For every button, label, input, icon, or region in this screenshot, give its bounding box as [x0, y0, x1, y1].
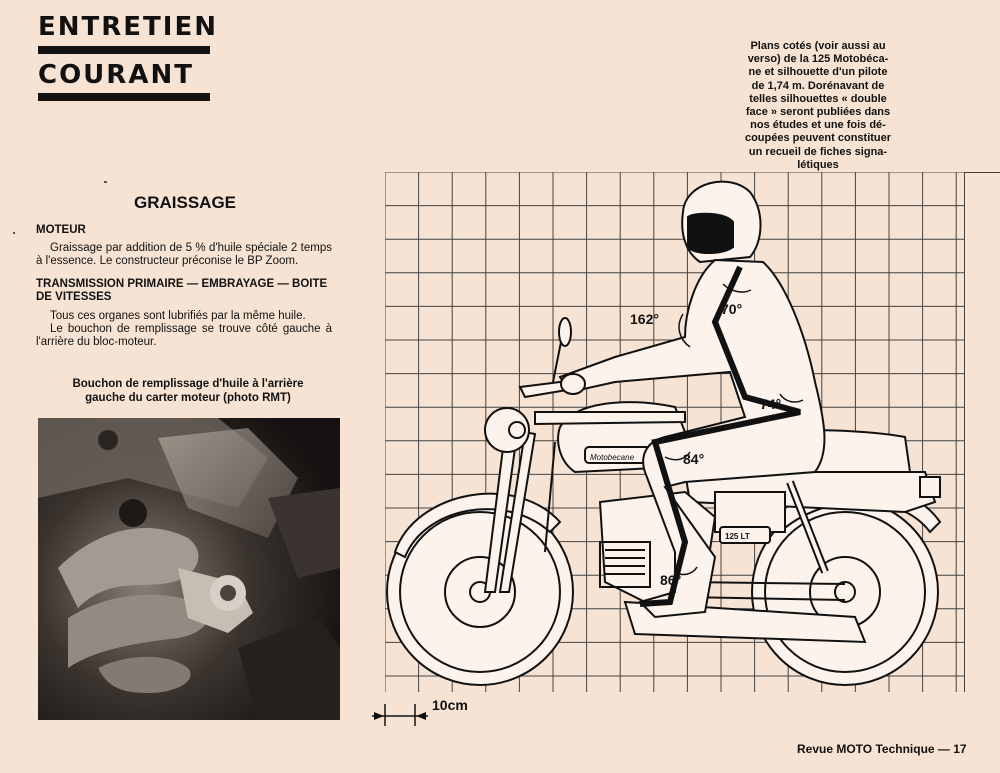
scale-label: 10cm [432, 697, 468, 713]
photo-caption [40, 378, 336, 406]
caption-line: ne et silhouette d'un pilote [748, 66, 888, 79]
photo-caption-line: Bouchon de remplissage d'huile à l'arrière [72, 378, 304, 390]
caption-line: de 1,74 m. Dorénavant de [751, 79, 885, 92]
article-body [36, 224, 332, 349]
caption-line: face » seront publiées dans [745, 105, 891, 118]
brand-badge: Motobecane [590, 453, 635, 462]
caption-line: nos études et une fois dé- [750, 119, 886, 132]
caption-line: Plans cotés (voir aussi au [750, 40, 886, 52]
paragraph: Le bouchon de remplissage se trouve côté gauche à l'arrière du bloc-moteur. [36, 322, 332, 349]
header-courant: COURANT [38, 60, 194, 90]
section-heading-transmission: TRANSMISSION PRIMAIRE — EMBRAYAGE — BOITE DE VITESSES [36, 278, 328, 304]
header-rule-2 [38, 93, 210, 101]
article-title: GRAISSAGE [134, 193, 237, 212]
next-page-grid-edge [964, 172, 1000, 173]
angle-label-hip: 84° [683, 451, 705, 467]
caption-line: telles silhouettes « double [749, 92, 887, 105]
diagram-caption [738, 40, 898, 172]
angle-label-elbow: 74° [760, 396, 782, 412]
header-entretien: ENTRETIEN [38, 12, 218, 42]
engine-photo [38, 418, 340, 720]
caption-line: coupées peuvent constituer [744, 132, 892, 145]
caption-line: verso) de la 125 Motobéca- [747, 53, 889, 66]
section-heading-moteur: MOTEUR [36, 224, 86, 236]
paragraph: Graissage par addition de 5 % d'huile spéciale 2 temps à l'essence. Le constructeur préconise le BP Zoom. [36, 242, 332, 268]
photo-caption-line: gauche du carter moteur (photo RMT) [85, 391, 291, 404]
paragraph: Tous ces organes sont lubrifiés par la même huile. [50, 309, 306, 322]
engine-badge: 125 LT [725, 532, 750, 541]
angle-label-shoulder: 70° [721, 301, 743, 317]
header-rule-1 [38, 46, 210, 54]
next-page-grid-edge-vertical [964, 172, 965, 692]
print-speck [13, 232, 15, 234]
page-footer: Revue MOTO Technique — 17 [797, 742, 967, 756]
print-speck [104, 181, 107, 183]
dimension-grid-diagram [385, 172, 965, 692]
scale-bar [366, 700, 486, 730]
angle-label-knee: 86° [660, 572, 682, 588]
angle-label-neck: 162° [630, 311, 659, 327]
caption-line: un recueil de fiches signa- [748, 145, 888, 158]
caption-line: létiques [797, 158, 839, 171]
